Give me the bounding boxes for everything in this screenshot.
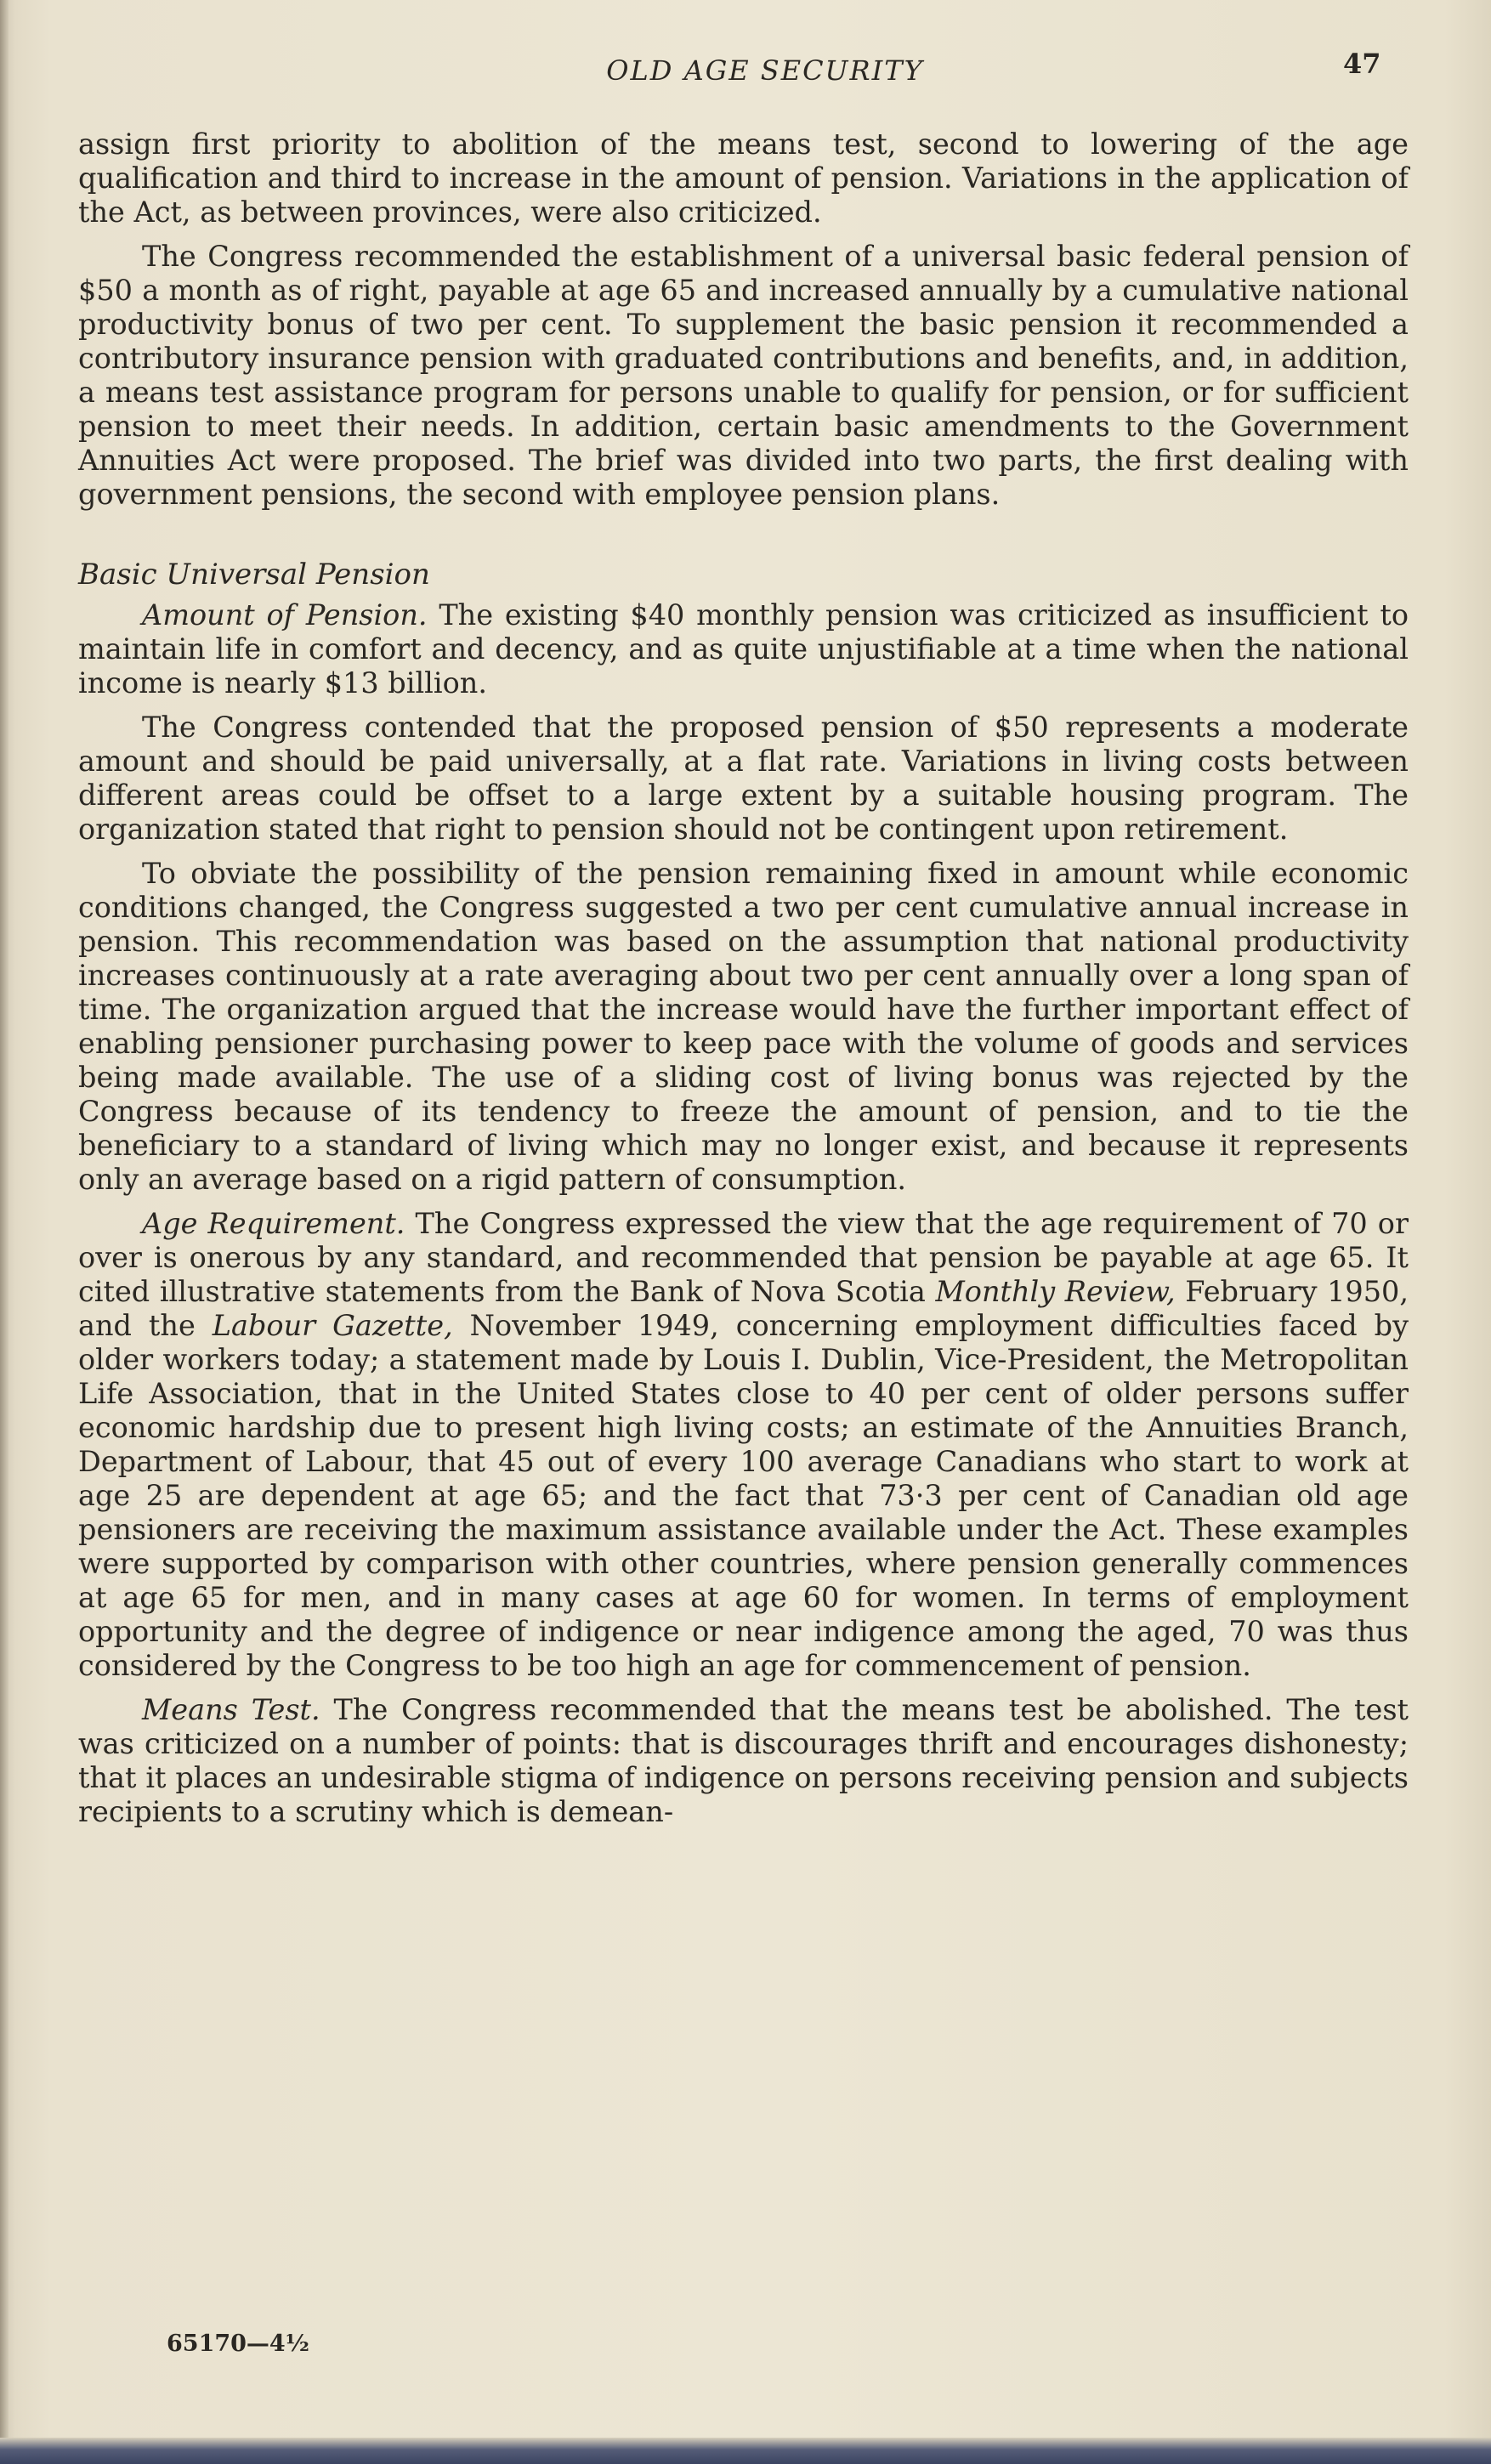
- means-test-run-in-heading: Means Test.: [142, 1693, 320, 1726]
- printer-signature-code: 65170—4½: [167, 2331, 309, 2357]
- recommendation-paragraph: The Congress recommended the establishment of a universal basic federal pension of $50 a month as of right, payable at age 65 and increased annually by a cumulative national productivity bonus of two per cent. To supplement the basic pension it recommended a contributory insurance pension with graduated contributions and benefits, and, in addition, a means test assistance program for persons unable to qualify for pension, or for sufficient pension to meet their needs. In addition, certain basic amendments to the Government Annuities Act were proposed. The brief was divided into two parts, the first dealing with government pensions, the second with employee pension plans.: [78, 240, 1409, 511]
- age-text-1: The Congress expressed the view that the age requirement of 70 or over is onerous by any standard, and recommended that pension be payable at age 65. It cited illustrative statements from the Bank of Nova Scotia: [78, 1207, 1409, 1308]
- page-number: 47: [1343, 48, 1381, 80]
- labour-gazette-title: Labour Gazette,: [212, 1309, 453, 1342]
- amount-paragraph: [78, 598, 1409, 700]
- age-run-in-heading: Age Requirement.: [142, 1207, 405, 1240]
- running-title: OLD AGE SECURITY: [606, 54, 924, 87]
- amount-run-in-heading: Amount of Pension.: [142, 598, 428, 632]
- age-text-3: November 1949, concerning employment difficulties faced by older workers today; a statement made by Louis I. Dublin, Vice-President, the Metropolitan Life Association, that in the United States close to 40 per cent of older persons suffer economic hardship due to present high living costs; an estimate of the Annuities Branch, Department of Labour, that 45 out of every 100 average Canadians who start to work at age 25 are dependent at age 65; and the fact that 73·3 per cent of Canadian old age pensioners are receiving the maximum assistance available under the Act. These examples were supported by comparison with other countries, where pension generally commences at age 65 for men, and in many cases at age 60 for women. In terms of employment opportunity and the degree of indigence or near indigence among the aged, 70 was thus considered by the Congress to be too high an age for commencement of pension.: [78, 1309, 1409, 1682]
- means-test-paragraph: [78, 1693, 1409, 1829]
- monthly-review-title: Monthly Review,: [935, 1275, 1176, 1308]
- continued-paragraph: assign first priority to abolition of the means test, second to lowering of the age qualification and third to increase in the amount of pension. Variations in the application of the Act, as between provinces, were also criticized.: [78, 127, 1409, 229]
- running-head: [0, 49, 1491, 92]
- amount-paragraph-text: The existing $40 monthly pension was criticized as insufficient to maintain life in comfort and decency, and as quite unjustifiable at a time when the national income is nearly $13 billion.: [78, 598, 1409, 700]
- annual-increase-paragraph: To obviate the possibility of the pension remaining fixed in amount while economic conditions changed, the Congress suggested a two per cent cumulative annual increase in pension. This recommendation was based on the assumption that national productivity increases continuously at a rate averaging about two per cent annually over a long span of time. The organization argued that the increase would have the further important effect of enabling pensioner purchasing power to keep pace with the volume of goods and services being made available. The use of a sliding cost of living bonus was rejected by the Congress because of its tendency to freeze the amount of pension, and to tie the beneficiary to a standard of living which may no longer exist, and because it represents only an average based on a rigid pattern of consumption.: [78, 857, 1409, 1196]
- section-heading: Basic Universal Pension: [78, 558, 430, 592]
- means-test-text: The Congress recommended that the means test be abolished. The test was criticized on a number of points: that is discourages thrift and encourages dishonesty; that it places an undesirable stigma of indigence on persons receiving pension and subjects recipients to a scrutiny which is demean-: [78, 1693, 1409, 1828]
- age-text-2: February 1950, and the: [78, 1275, 1409, 1342]
- body-text: [78, 127, 1409, 1839]
- flat-rate-paragraph: The Congress contended that the proposed pension of $50 represents a moderate amount and should be paid universally, at a flat rate. Variations in living costs between different areas could be offset to a large extent by a suitable housing program. The organization stated that right to pension should not be contingent upon retirement.: [78, 711, 1409, 846]
- book-bottom-edge: [0, 2438, 1491, 2464]
- age-requirement-paragraph: [78, 1207, 1409, 1683]
- binding-edge: [0, 0, 9, 2464]
